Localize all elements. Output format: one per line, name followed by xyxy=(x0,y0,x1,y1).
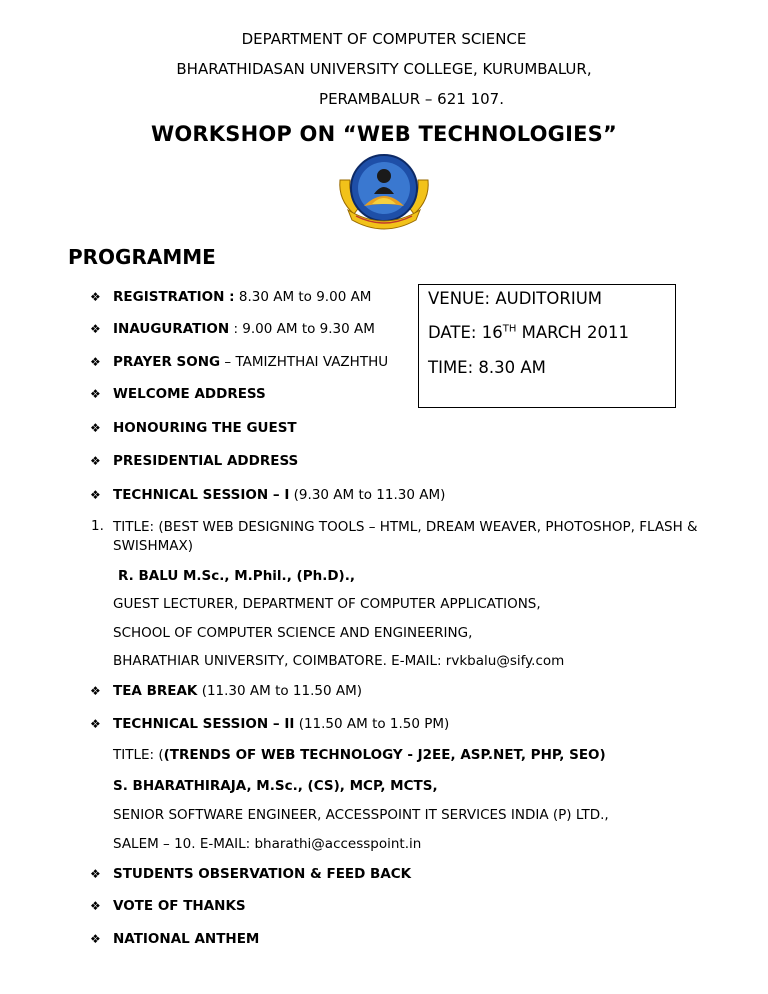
item-label: TEA BREAK xyxy=(113,683,198,699)
college-address: PERAMBALUR – 621 107. xyxy=(319,90,504,108)
time-text: TIME: 8.30 AM xyxy=(428,358,546,377)
list-item xyxy=(113,420,297,436)
item-label: WELCOME ADDRESS xyxy=(113,386,266,402)
session2-speaker xyxy=(113,778,438,794)
list-item xyxy=(113,354,388,370)
bullet-icon: ❖ xyxy=(90,717,101,731)
venue-text: VENUE: AUDITORIUM xyxy=(428,289,603,308)
bullet-icon: ❖ xyxy=(90,684,101,698)
date-prefix: DATE: 16 xyxy=(428,323,503,342)
item-detail: : 9.00 AM to 9.30 AM xyxy=(229,321,375,337)
session1-role: GUEST LECTURER, DEPARTMENT OF COMPUTER APPLICATIONS, xyxy=(113,596,541,612)
list-item xyxy=(113,289,371,305)
session1-university: BHARATHIAR UNIVERSITY, COIMBATORE. E-MAIL: rvkbalu@sify.com xyxy=(113,653,565,669)
list-item xyxy=(113,931,259,947)
session2-role: SENIOR SOFTWARE ENGINEER, ACCESSPOINT IT SERVICES INDIA (P) LTD., xyxy=(113,807,609,823)
department-name: DEPARTMENT OF COMPUTER SCIENCE xyxy=(241,30,527,48)
list-item xyxy=(113,321,375,337)
venue-box xyxy=(418,284,676,408)
session1-school: SCHOOL OF COMPUTER SCIENCE AND ENGINEERING, xyxy=(113,625,473,641)
bullet-icon: ❖ xyxy=(90,355,101,369)
list-item xyxy=(113,898,246,914)
date-text xyxy=(428,323,629,342)
list-item xyxy=(113,866,411,882)
item-label: PRESIDENTIAL ADDRESS xyxy=(113,453,299,469)
item-label: VOTE OF THANKS xyxy=(113,898,246,914)
bullet-icon: ❖ xyxy=(90,454,101,468)
list-number: 1. xyxy=(91,518,104,534)
title-text: (TRENDS OF WEB TECHNOLOGY - J2EE, ASP.NET, PHP, SEO) xyxy=(163,747,606,763)
session2-place: SALEM – 10. E-MAIL: bharathi@accesspoint.in xyxy=(113,836,422,852)
bullet-icon: ❖ xyxy=(90,932,101,946)
item-detail: – TAMIZHTHAI VAZHTHU xyxy=(220,354,389,370)
item-detail: (11.50 AM to 1.50 PM) xyxy=(294,716,450,732)
list-item xyxy=(113,487,445,503)
bullet-icon: ❖ xyxy=(90,488,101,502)
list-item xyxy=(113,683,362,699)
bullet-icon: ❖ xyxy=(90,421,101,435)
list-item xyxy=(113,716,449,732)
item-detail: (11.30 AM to 11.50 AM) xyxy=(197,683,363,699)
item-label: REGISTRATION : xyxy=(113,289,235,305)
programme-heading: PROGRAMME xyxy=(68,245,216,269)
university-logo xyxy=(334,150,434,232)
session2-title xyxy=(113,747,606,763)
workshop-title: WORKSHOP ON “WEB TECHNOLOGIES” xyxy=(151,122,617,146)
bullet-icon: ❖ xyxy=(90,322,101,336)
list-item xyxy=(113,386,266,402)
bullet-icon: ❖ xyxy=(90,387,101,401)
bullet-icon: ❖ xyxy=(90,290,101,304)
date-superscript: TH xyxy=(502,323,517,335)
item-label: NATIONAL ANTHEM xyxy=(113,931,260,947)
bullet-icon: ❖ xyxy=(90,867,101,881)
item-label: HONOURING THE GUEST xyxy=(113,420,297,436)
item-label: STUDENTS OBSERVATION & FEED BACK xyxy=(113,866,412,882)
speaker-name: R. BALU M.Sc., M.Phil., (Ph.D)., xyxy=(118,568,355,584)
item-label: TECHNICAL SESSION – II xyxy=(113,716,295,732)
speaker-name: S. BHARATHIRAJA, M.Sc., (CS), MCP, MCTS, xyxy=(113,778,438,794)
item-detail: 8.30 AM to 9.00 AM xyxy=(234,289,372,305)
item-label: PRAYER SONG xyxy=(113,354,221,370)
session1-title: TITLE: (BEST WEB DESIGNING TOOLS – HTML, DREAM WEAVER, PHOTOSHOP, FLASH & SWISHMAX) xyxy=(113,519,698,554)
title-prefix: TITLE: ( xyxy=(113,747,164,763)
session1-speaker xyxy=(118,568,355,584)
list-item xyxy=(113,453,298,469)
date-suffix: MARCH 2011 xyxy=(516,323,629,342)
item-label: INAUGURATION xyxy=(113,321,230,337)
college-name: BHARATHIDASAN UNIVERSITY COLLEGE, KURUMBALUR, xyxy=(176,60,592,78)
bullet-icon: ❖ xyxy=(90,899,101,913)
item-label: TECHNICAL SESSION – I xyxy=(113,487,290,503)
item-detail: (9.30 AM to 11.30 AM) xyxy=(289,487,446,503)
